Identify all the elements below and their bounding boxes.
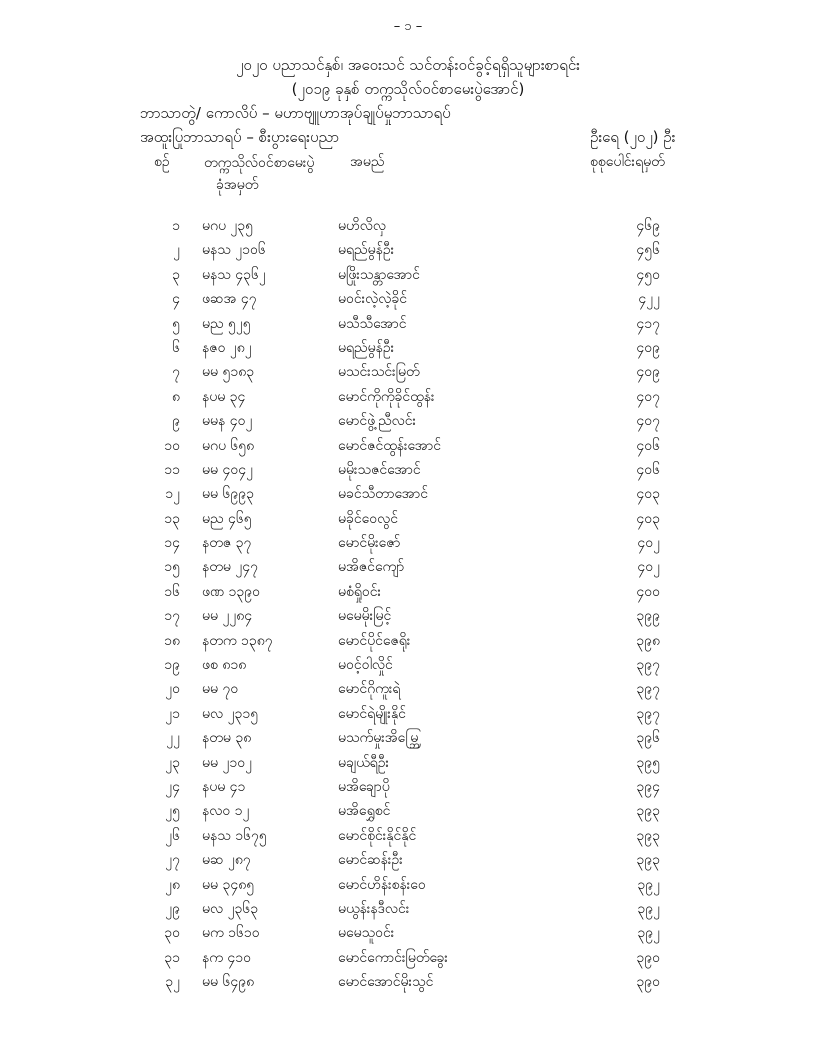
row-number: ၁၅ [164,559,180,576]
row-name: မသီသီအောင် [338,315,407,332]
row-total: ၄၂၂ [638,291,660,308]
row-roll-number: မနသ ၁၆၇၅ [202,827,267,844]
row-roll-number: မဆ ၂၈၇ [202,852,251,869]
table-row [0,336,816,360]
row-name: မအိဇင်ကျော် [338,559,405,576]
row-total: ၃၉၀ [636,974,660,991]
row-total: ၄၀၀ [636,583,660,600]
row-total: ၃၉၆ [636,730,660,747]
row-name: မမေသူဝင်း [338,925,395,942]
row-roll-number: မမ ၆၄၉၈ [202,974,255,991]
table-row [0,873,816,897]
row-number: ၂၂ [166,730,180,747]
row-roll-number: မမ ၆၉၉၃ [202,486,254,503]
row-number: ၈ [172,388,180,405]
table-row [0,604,816,628]
row-total: ၃၉၇ [636,705,660,722]
row-name: မအိချောပို [338,778,390,795]
row-roll-number: မနသ ၂၁၀၆ [202,242,266,259]
table-row [0,263,816,287]
header-name: အမည် [350,154,385,170]
row-roll-number: နတက ၁၃၈၇ [202,632,273,649]
row-name: မသက်မှုးအိမ္ဘြေ [338,730,423,747]
row-number: ၂၁ [165,705,180,722]
table-row [0,531,816,555]
row-name: မဖြိုးသန္တာအောင် [338,266,420,283]
row-roll-number: မမ ၄၀၄၂ [202,461,253,478]
header-roll-line2: ခုံအမှတ် [216,177,259,193]
row-number: ၅ [172,315,180,332]
table-row [0,360,816,384]
row-roll-number: မလ ၂၃၆၃ [202,900,259,917]
row-total: ၃၉၂ [637,900,660,917]
table-row [0,726,816,750]
row-number: ၁၇ [164,608,180,625]
row-roll-number: မည ၅၂၅ [202,315,251,332]
row-total: ၃၉၇ [636,657,660,674]
table-row [0,458,816,482]
row-total: ၃၉၂ [637,925,660,942]
row-name: မောင်ဇင်ထွန်းအောင် [338,437,441,454]
page-number: – ၁ – [393,19,423,34]
row-total: ၄၆၉ [636,218,660,234]
table-row [0,702,816,726]
row-number: ၂၃ [165,754,180,771]
row-name: မအိရွှေစင် [338,803,391,820]
row-number: ၁၃ [164,510,180,527]
table-row [0,507,816,531]
table-row [0,238,816,262]
row-total: ၃၉၉ [636,608,660,625]
row-total: ၄၅၆ [636,242,660,259]
row-number: ၉ [172,413,180,430]
row-number: ၁၈ [164,632,180,649]
row-roll-number: နက ၄၁၀ [202,949,252,966]
table-row [0,385,816,409]
row-total: ၄၀၇ [636,388,660,405]
row-roll-number: မမ ၂၂၈၄ [202,608,253,625]
row-number: ၁၁ [164,461,180,478]
table-row [0,287,816,311]
row-number: ၂ [173,242,180,259]
row-roll-number: မဂပ ၂၃၅ [202,218,254,234]
row-total: ၃၉၅ [636,754,660,771]
table-row [0,653,816,677]
table-row [0,629,816,653]
row-number: ၂၈ [165,876,180,893]
table-row [0,214,816,238]
row-number: ၂၀ [165,681,180,698]
table-row [0,751,816,775]
table-row [0,946,816,970]
row-number: ၇ [172,364,180,381]
row-name: မောင်မိုးဇော် [338,535,401,552]
row-name: မသင်းသင်းမြတ် [338,364,420,381]
row-total: ၄၀၃ [636,510,660,527]
header-roll-line1: တက္ကသိုလ်ဝင်စာမေးပွဲ [204,155,315,171]
row-name: မဟိလိလှ [338,218,386,234]
row-name: မဝင့်ဝါလှိုင် [338,657,393,674]
row-name: မမေမိုးမြင့် [338,608,392,625]
row-roll-number: နတမ ၃၈ [202,730,252,747]
row-total: ၄၀၉ [636,339,660,356]
row-name: မောင်ကောင်းမြတ်ခွေး [338,949,448,966]
row-number: ၁၀ [164,437,180,454]
specialization-line: အထူးပြုဘာသာရပ် – စီးပွားရေးပညာ [140,128,340,146]
row-roll-number: နလဝ ၁၂ [202,803,250,820]
row-name: မယွန်းနဒီလင်း [338,900,410,917]
row-number: ၂၅ [165,803,180,820]
row-name: မချယ်ရီဦး [338,754,390,771]
row-name: မရည်မွန်ဦး [338,242,395,259]
table-row [0,312,816,336]
row-name: မောင်ဖွဲ့ညီလင်း [338,413,417,430]
table-row [0,555,816,579]
row-number: ၂၉ [165,900,180,917]
table-row [0,897,816,921]
row-total: ၄၀၉ [636,364,660,381]
row-number: ၃၂ [165,974,180,991]
row-number: ၁၆ [164,583,180,600]
table-row [0,580,816,604]
row-name: မောင်စိုင်းနိုင်နိုင် [338,827,417,844]
table-row [0,775,816,799]
row-total: ၄၀၂ [637,559,660,576]
row-total: ၃၉၃ [636,803,660,820]
table-row [0,824,816,848]
row-number: ၂၇ [165,852,180,869]
row-roll-number: မမန ၄၀၂ [202,413,253,430]
row-total: ၄၀၂ [637,535,660,552]
row-total: ၄၀၇ [636,413,660,430]
table-row [0,677,816,701]
row-roll-number: နပမ ၄၁ [202,778,246,795]
row-total: ၄၅၀ [636,266,660,283]
row-total: ၄၁၇ [636,315,660,332]
table-row [0,970,816,994]
subject-line: ဘာသာတွဲ/ ကောလိပ် – မဟာဗျူဟာအုပ်ချုပ်မှုဘာသာရပ် [140,104,451,122]
table-row [0,482,816,506]
row-total: ၃၉၇ [636,681,660,698]
row-name: မဝင်းလဲ့လဲ့ခိုင် [338,291,408,308]
document-title: ၂၀၂၀ ပညာသင်နှစ်၊ အဝေးသင် သင်တန်းဝင်ခွင့်ရရှိသူများစာရင်း [236,56,580,74]
row-roll-number: မည ၄၆၅ [202,510,252,527]
row-roll-number: ဖဆအ ၄၇ [202,291,257,308]
row-number: ၂၆ [165,827,180,844]
row-number: ၆ [172,339,180,356]
quota-line: ဦးရေ (၂၀၂) ဦး [590,128,676,146]
header-no: စဉ် [154,154,170,170]
row-number: ၂၄ [165,778,180,795]
row-roll-number: ဖဏ ၁၃၉၀ [202,583,261,600]
row-total: ၃၉၂ [637,876,660,893]
row-roll-number: နဇဝ ၂၈၂ [202,339,252,356]
row-number: ၃၀ [164,925,180,942]
row-roll-number: မမ ၃၄၈၅ [202,876,255,893]
row-name: မောင်ရဲမျိုးနိုင် [338,705,406,722]
table-row [0,409,816,433]
row-name: မောင်ဟိန်းစန်းဝေ [338,876,426,893]
row-roll-number: နတမ ၂၄၇ [202,559,258,576]
table-row [0,799,816,823]
results-table [0,214,816,995]
row-roll-number: မနသ ၄၃၆၂ [202,266,266,283]
row-roll-number: မမ ၂၁၀၂ [202,754,252,771]
row-number: ၁၂ [165,486,180,503]
row-name: မောင်ကိုကိုခိုင်ထွန်း [338,388,435,405]
row-roll-number: မမ ၇၀ [202,681,239,698]
row-number: ၁၄ [164,535,180,552]
header-total: စုစုပေါင်းရမှတ် [590,154,665,170]
row-name: မစံရှိုဝင်း [338,583,382,600]
row-roll-number: နတဇ ၃၇ [202,535,252,552]
row-roll-number: ဖစ ၈၁၈ [202,657,247,674]
row-number: ၃၁ [164,949,180,966]
row-roll-number: မက ၁၆၁၀ [202,925,260,942]
row-roll-number: နပမ ၃၄ [202,388,246,405]
row-roll-number: မမ ၅၁၈၃ [202,364,255,381]
row-name: မောင်ပိုင်ဇေရိုး [338,632,411,649]
row-number: ၁၉ [164,657,180,674]
row-total: ၃၉၀ [636,949,660,966]
row-name: မောင်ဂိုကူးရဲ [338,681,401,698]
header-roll [204,152,314,196]
row-number: ၄ [172,291,180,308]
row-total: ၃၉၄ [636,778,660,795]
row-name: မမိုးသဇင်အောင် [338,461,421,478]
row-total: ၄၀၆ [636,461,660,478]
row-name: မခင်သီတာအောင် [338,486,428,503]
row-name: မခိုင်ဝေလွင် [338,510,398,527]
row-name: မောင်အောင်မိုးသွင် [338,974,434,991]
row-roll-number: မဂပ ၆၅၈ [202,437,255,454]
row-total: ၃၉၃ [636,827,660,844]
row-name: မရည်မွန်ဦး [338,339,395,356]
table-row [0,921,816,945]
row-name: မောင်ဆန်းဦး [338,852,403,869]
row-roll-number: မလ ၂၃၁၅ [202,705,259,722]
row-total: ၃၉၈ [636,632,660,649]
row-total: ၄၀၆ [636,437,660,454]
table-row [0,848,816,872]
table-row [0,434,816,458]
row-number: ၁ [172,218,180,234]
document-subtitle: (၂၀၁၉ ခုနှစ် တက္ကသိုလ်ဝင်စာမေးပွဲအောင်) [291,80,525,98]
row-total: ၄၀၃ [636,486,660,503]
row-number: ၃ [172,266,180,283]
row-total: ၃၉၃ [636,852,660,869]
